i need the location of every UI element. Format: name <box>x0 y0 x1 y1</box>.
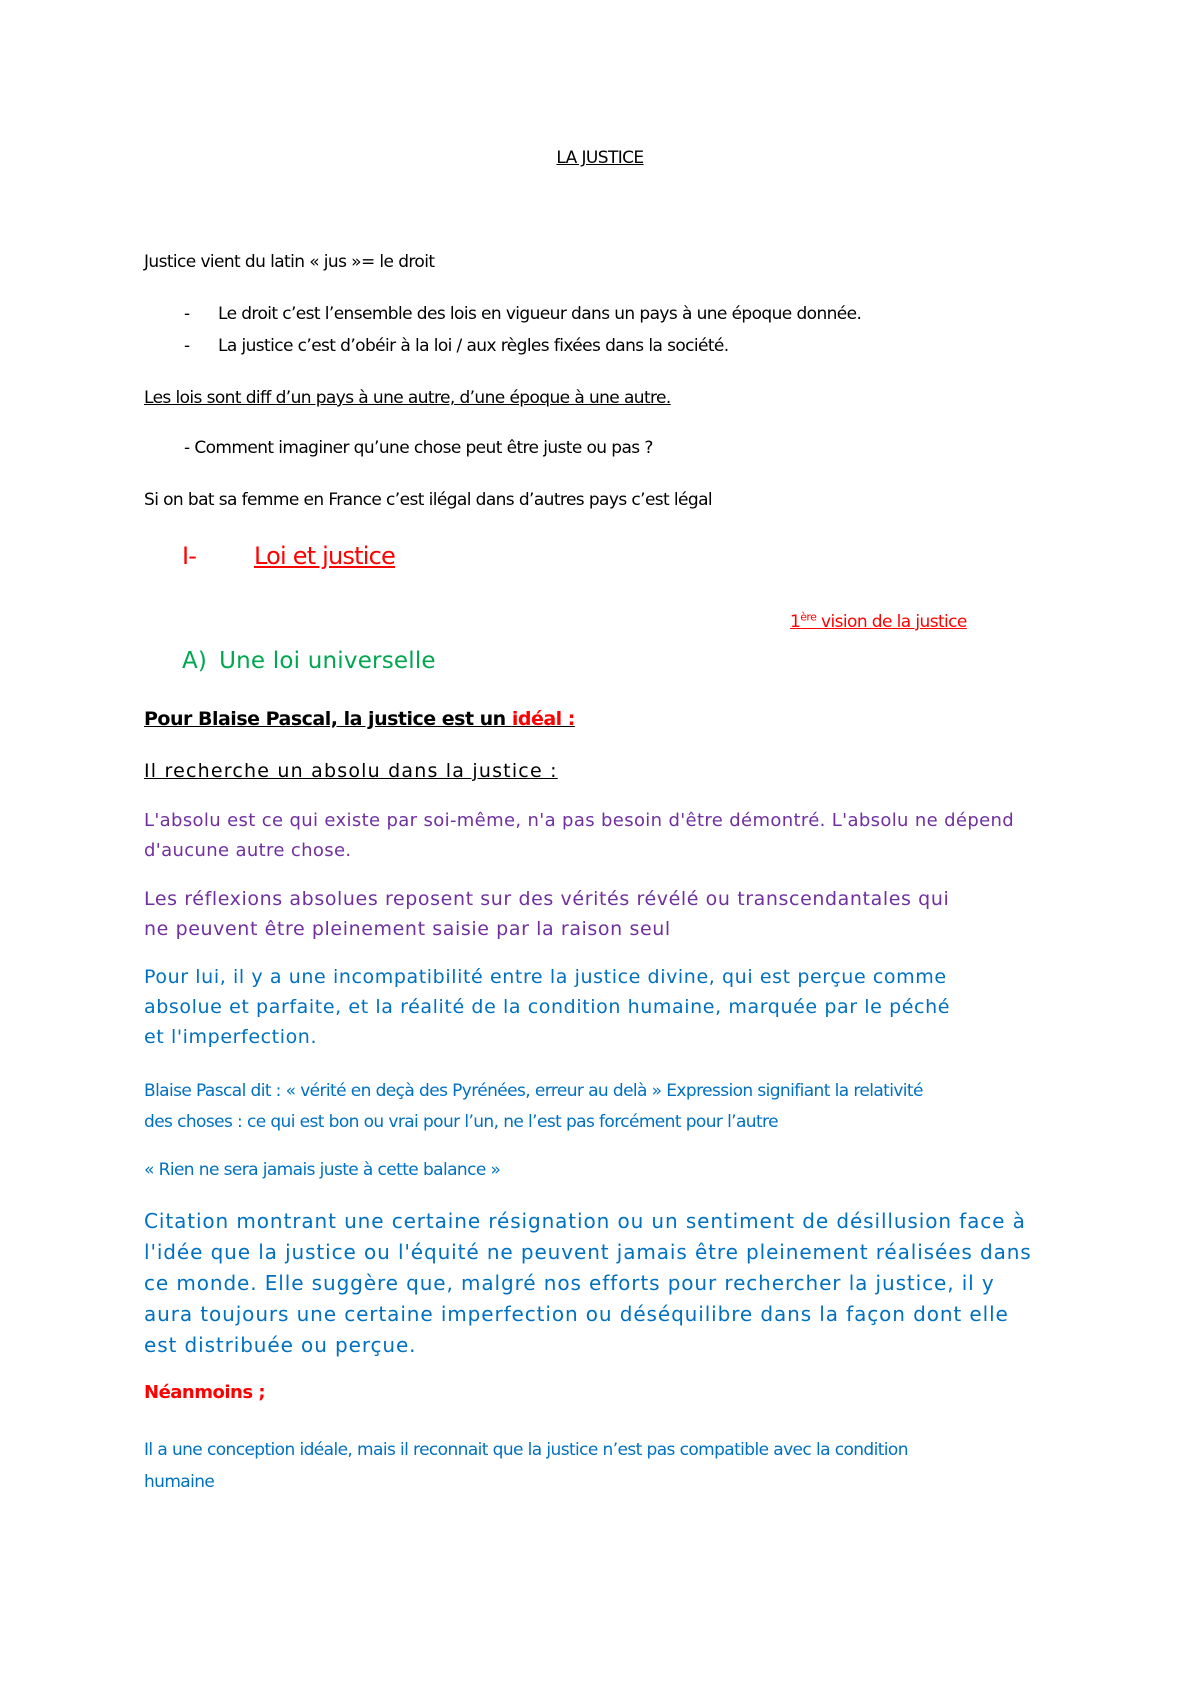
citation-line: l'idée que la justice ou l'équité ne peuvent jamais être pleinement réalisées dans <box>144 1240 1032 1264</box>
pascal-quote-paragraph <box>144 1076 923 1138</box>
incompatibilite-line: absolue et parfaite, et la réalité de la condition humaine, marquée par le péché <box>144 996 951 1018</box>
subsection-title: Une loi universelle <box>219 648 436 674</box>
pascal-heading-text: Pour Blaise Pascal, la justice est un <box>144 708 512 730</box>
bullet-marker: - <box>184 304 191 324</box>
incompatibilite-paragraph <box>144 962 950 1052</box>
section-title: Loi et justice <box>254 542 395 570</box>
balance-quote: « Rien ne sera jamais juste à cette balance » <box>144 1160 501 1180</box>
absolu-def-line: d'aucune autre chose. <box>144 840 352 861</box>
vision-label <box>790 612 967 632</box>
citation-line: aura toujours une certaine imperfection ou déséquilibre dans la façon dont elle <box>144 1302 1009 1326</box>
conclusion-line: Il a une conception idéale, mais il reconnait que la justice n’est pas compatible avec la condition <box>144 1440 908 1460</box>
subsection-heading <box>182 648 436 674</box>
reflexions-line: ne peuvent être pleinement saisie par la raison seul <box>144 918 671 940</box>
reflexions-paragraph <box>144 884 949 944</box>
conclusion-paragraph <box>144 1434 908 1498</box>
question-line: - Comment imaginer qu’une chose peut être juste ou pas ? <box>184 438 653 458</box>
citation-line: est distribuée ou perçue. <box>144 1333 417 1357</box>
pascal-heading <box>144 708 575 730</box>
bullet-item: La justice c’est d’obéir à la loi / aux règles fixées dans la société. <box>218 336 729 356</box>
absolu-def-line: L'absolu est ce qui existe par soi-même, n'a pas besoin d'être démontré. L'absolu ne dépend <box>144 810 1015 831</box>
laws-differ-line: Les lois sont diff d’un pays à une autre, d’une époque à une autre. <box>144 388 671 408</box>
absolu-definition <box>144 806 1014 866</box>
bullet-marker: - <box>184 336 191 356</box>
intro-line: Justice vient du latin « jus »= le droit <box>144 252 435 272</box>
section-number: I- <box>182 542 197 570</box>
citation-line: Citation montrant une certaine résignation ou un sentiment de désillusion face à <box>144 1209 1026 1233</box>
subsection-letter: A) <box>182 648 208 674</box>
bullet-item: Le droit c’est l’ensemble des lois en vigueur dans un pays à une époque donnée. <box>218 304 862 324</box>
incompatibilite-line: Pour lui, il y a une incompatibilité entre la justice divine, qui est perçue comme <box>144 966 947 988</box>
vision-superscript: ère <box>800 610 817 624</box>
pascal-quote-line: Blaise Pascal dit : « vérité en deçà des Pyrénées, erreur au delà » Expression signifiant la relativité <box>144 1081 923 1101</box>
absolu-heading: Il recherche un absolu dans la justice : <box>144 760 558 782</box>
example-line: Si on bat sa femme en France c’est ilégal dans d’autres pays c’est légal <box>144 490 713 510</box>
page-title: LA JUSTICE <box>556 148 644 168</box>
incompatibilite-line: et l'imperfection. <box>144 1026 318 1048</box>
conclusion-line: humaine <box>144 1472 215 1492</box>
pascal-heading-highlight: idéal : <box>511 708 575 730</box>
citation-paragraph <box>144 1206 1032 1361</box>
citation-line: ce monde. Elle suggère que, malgré nos efforts pour rechercher la justice, il y <box>144 1271 995 1295</box>
reflexions-line: Les réflexions absolues reposent sur des vérités révélé ou transcendantales qui <box>144 888 950 910</box>
pascal-quote-line: des choses : ce qui est bon ou vrai pour l’un, ne l’est pas forcément pour l’autre <box>144 1112 778 1132</box>
vision-text: vision de la justice <box>816 612 967 632</box>
neanmoins-heading: Néanmoins ; <box>144 1382 266 1403</box>
vision-number: 1 <box>790 612 801 632</box>
